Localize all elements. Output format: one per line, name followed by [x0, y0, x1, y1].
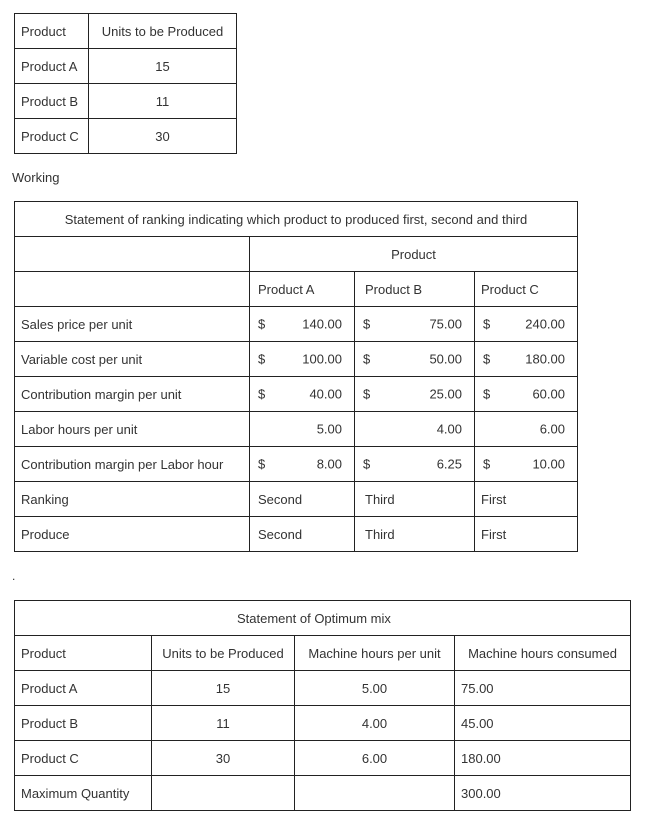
hours-per-unit-cell: 5.00: [295, 671, 455, 706]
table-row: [15, 49, 237, 84]
table-header-row: [15, 14, 237, 49]
optimum-mix-table: [14, 600, 631, 811]
table-row: [15, 741, 631, 776]
value-cell: [475, 342, 578, 377]
amount: 10.00: [532, 456, 565, 472]
amount: 4.00: [436, 421, 462, 437]
currency-symbol: $: [363, 456, 371, 472]
column-header: Product A: [250, 272, 355, 307]
amount: 100.00: [302, 351, 342, 367]
amount: 240.00: [525, 316, 565, 332]
table-title: Statement of ranking indicating which product to produced first, second and third: [15, 202, 578, 237]
amount: 8.00: [316, 456, 342, 472]
table-header-row: [15, 237, 578, 272]
units-cell: 30: [89, 119, 237, 154]
value-cell: [355, 377, 475, 412]
row-label: Contribution margin per Labor hour: [15, 447, 250, 482]
value-cell: [250, 447, 355, 482]
empty-cell: [152, 776, 295, 811]
units-cell: 15: [89, 49, 237, 84]
header-cell: Product: [15, 14, 89, 49]
currency-symbol: $: [258, 386, 266, 402]
row-label: Produce: [15, 517, 250, 552]
empty-cell: [295, 776, 455, 811]
separator-dot: .: [12, 569, 16, 583]
hours-per-unit-cell: 4.00: [295, 706, 455, 741]
table-row: [15, 447, 578, 482]
amount: 75.00: [429, 316, 462, 332]
table-row: [15, 377, 578, 412]
units-cell: 30: [152, 741, 295, 776]
header-cell: Machine hours per unit: [295, 636, 455, 671]
amount: 180.00: [525, 351, 565, 367]
row-label: Variable cost per unit: [15, 342, 250, 377]
rank-cell: First: [475, 482, 578, 517]
value-cell: [475, 412, 578, 447]
table-title-row: [15, 601, 631, 636]
row-label: Labor hours per unit: [15, 412, 250, 447]
hours-consumed-cell: 45.00: [455, 706, 631, 741]
amount: 25.00: [429, 386, 462, 402]
table-row: [15, 671, 631, 706]
table-row: [15, 706, 631, 741]
value-cell: [355, 412, 475, 447]
currency-symbol: $: [363, 386, 371, 402]
working-label: Working: [12, 170, 60, 185]
table-row: [15, 307, 578, 342]
ranking-table: [14, 201, 578, 552]
empty-cell: [15, 272, 250, 307]
produce-cell: Second: [250, 517, 355, 552]
amount: 5.00: [316, 421, 342, 437]
max-quantity-label: Maximum Quantity: [15, 776, 152, 811]
value-cell: [475, 447, 578, 482]
currency-symbol: $: [483, 316, 491, 332]
value-cell: [355, 342, 475, 377]
hours-per-unit-cell: 6.00: [295, 741, 455, 776]
table-header-row: [15, 272, 578, 307]
currency-symbol: $: [363, 351, 371, 367]
produce-cell: Third: [355, 517, 475, 552]
value-cell: [250, 412, 355, 447]
table-row: [15, 482, 578, 517]
product-cell: Product C: [15, 119, 89, 154]
product-cell: Product B: [15, 84, 89, 119]
table-row: [15, 119, 237, 154]
currency-symbol: $: [483, 386, 491, 402]
empty-cell: [15, 237, 250, 272]
amount: 40.00: [309, 386, 342, 402]
max-hours-cell: 300.00: [455, 776, 631, 811]
amount: 6.25: [436, 456, 462, 472]
table-row: [15, 517, 578, 552]
rank-cell: Second: [250, 482, 355, 517]
table-row: [15, 412, 578, 447]
currency-symbol: $: [483, 351, 491, 367]
table-row: [15, 776, 631, 811]
units-table: [14, 13, 237, 154]
currency-symbol: $: [483, 456, 491, 472]
amount: 50.00: [429, 351, 462, 367]
header-cell: Machine hours consumed: [455, 636, 631, 671]
units-cell: 11: [89, 84, 237, 119]
table-title-row: [15, 202, 578, 237]
amount: 6.00: [539, 421, 565, 437]
product-cell: Product A: [15, 49, 89, 84]
table-row: [15, 342, 578, 377]
table-row: [15, 84, 237, 119]
row-label: Ranking: [15, 482, 250, 517]
header-cell: Units to be Produced: [89, 14, 237, 49]
column-header: Product B: [355, 272, 475, 307]
header-cell: Units to be Produced: [152, 636, 295, 671]
currency-symbol: $: [258, 316, 266, 332]
value-cell: [475, 307, 578, 342]
product-cell: Product C: [15, 741, 152, 776]
header-cell: Product: [15, 636, 152, 671]
currency-symbol: $: [258, 351, 266, 367]
hours-consumed-cell: 75.00: [455, 671, 631, 706]
table-header-row: [15, 636, 631, 671]
value-cell: [355, 307, 475, 342]
column-header: Product C: [475, 272, 578, 307]
hours-consumed-cell: 180.00: [455, 741, 631, 776]
units-cell: 11: [152, 706, 295, 741]
currency-symbol: $: [363, 316, 371, 332]
amount: 140.00: [302, 316, 342, 332]
units-cell: 15: [152, 671, 295, 706]
value-cell: [475, 377, 578, 412]
rank-cell: Third: [355, 482, 475, 517]
value-cell: [250, 307, 355, 342]
product-cell: Product A: [15, 671, 152, 706]
product-group-header: Product: [250, 237, 578, 272]
value-cell: [250, 342, 355, 377]
value-cell: [250, 377, 355, 412]
produce-cell: First: [475, 517, 578, 552]
row-label: Sales price per unit: [15, 307, 250, 342]
row-label: Contribution margin per unit: [15, 377, 250, 412]
amount: 60.00: [532, 386, 565, 402]
product-cell: Product B: [15, 706, 152, 741]
value-cell: [355, 447, 475, 482]
currency-symbol: $: [258, 456, 266, 472]
table-title: Statement of Optimum mix: [15, 601, 631, 636]
